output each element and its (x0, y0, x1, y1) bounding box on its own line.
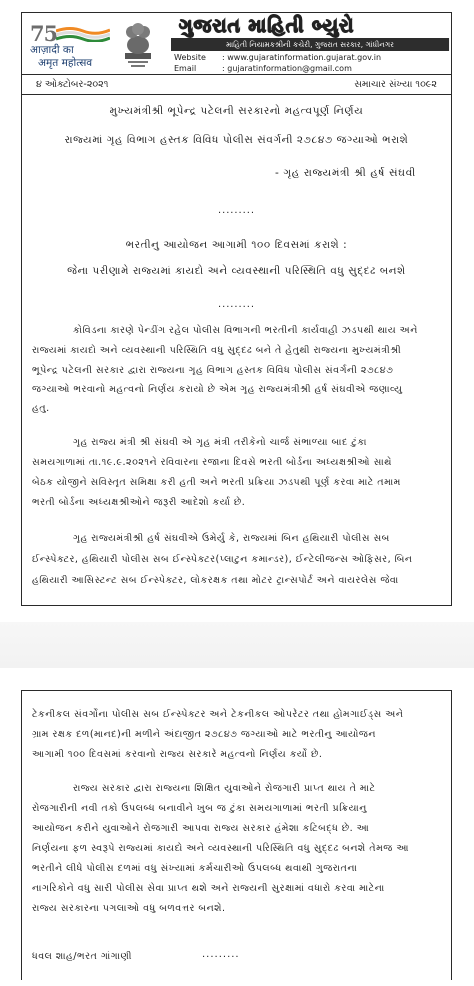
press-release-page-1 (21, 12, 452, 606)
paragraph-1-line: રાજ્યમાં કાયદો અને વ્યવસ્થાની પરિસ્થિતિ વધુ સુદ્દઢ બને તે હેતુથી રાજ્યના મુખ્યમંત્રીશ્રી (32, 345, 402, 356)
paragraph-1-line: ભૂપેન્દ્ર પટેલની સરકાર દ્વારા રાજ્યના ગૃહ વિભાગ હસ્તક વિવિધ પોલીસ સંવર્ગની ૨૭૮૪૭ (32, 365, 394, 376)
paragraph-5-line: આયોજન કરીને યુવાઓને રોજગારી આપવા રાજ્ય સરકાર હંમેશા કટિબદ્ધ છે. આ (32, 823, 370, 834)
press-release-page-2 (21, 690, 452, 980)
paragraph-5-line: નાગરિકોને વધુ સારી પોલીસ સેવા પ્રાપ્ત થશે અને રાજ્યની સુરક્ષામાં વધારો કરવા માટેના (32, 883, 385, 894)
release-info-bar (22, 75, 451, 95)
paragraph-3-line: ઈન્સ્પેક્ટર, હથિયારી પોલીસ સબ ઈન્સ્પેક્ટર(પ્લાટુન કમાન્ડર), ઈન્ટેલીજન્સ ઓફિસર, બિન (32, 554, 413, 565)
paragraph-3-line: હથિયારી આસિસ્ટન્ટ સબ ઈન્સ્પેક્ટર, લોકરક્ષક તથા મોટર ટ્રાન્સપોર્ટ અને વાયરલેસ જેવા (32, 575, 399, 586)
headline-2: રાજ્યમાં ગૃહ વિભાગ હસ્તક વિવિધ પોલીસ સંવર્ગની ૨૭૮૪૭ જગ્યાઓ ભરાશે (64, 134, 409, 146)
paragraph-1-line: કોવિડના કારણે પેન્ડીંગ રહેલ પોલીસ વિભાગની ભરતીની કાર્યવાહી ઝડપથી થાય અને (73, 325, 418, 336)
email-value: : gujaratinformation@gmail.com (222, 64, 352, 73)
subheading-1: ભરતીનુ આયોજન આગામી ૧૦૦ દિવસમાં કરાશે : (125, 239, 348, 251)
letterhead (22, 13, 451, 75)
national-emblem-icon (123, 19, 153, 69)
separator-dots: ......... (202, 949, 240, 960)
page-gap (0, 622, 474, 668)
paragraph-5-line: રાજ્ય સરકારના પગલાઓ વધુ બળવત્તર બનશે. (32, 903, 226, 914)
brand-title-box (171, 15, 453, 37)
subheading-2: જેના પરીણામે રાજ્યમાં કાયદો અને વ્યવસ્થાની પરિસ્થિતિ વધુ સુદ્દઢ બનશે (67, 265, 406, 277)
paragraph-4-line: આગામી ૧૦૦ દિવસમાં કરવાનો રાજ્ય સરકારે મહત્વનો નિર્ણય કર્યો છે. (32, 749, 323, 760)
separator-dots: ......... (217, 299, 256, 310)
website-line (174, 53, 381, 62)
separator-dots: ......... (217, 205, 256, 216)
press-number: સમાચાર સંખ્યા ૧૦૯૨ (354, 79, 437, 90)
email-label: Email (174, 64, 197, 73)
paragraph-5-line: નિર્ણયના ફળ સ્વરૂપે રાજ્યમાં કાયદો અને વ્યવસ્થાની પરિસ્થિતિ વધુ સુદ્દઢ બનશે તેમજ આ (32, 843, 409, 854)
paragraph-4-line: ગ્રામ રક્ષક દળ(માનદ)ની મળીને અંદાજીત ૨૭૮૪૭ જગ્યાઓ માટે ભરતીનુ આયોજન (32, 729, 376, 740)
website-label: Website (174, 53, 206, 62)
release-date: ૪ ઓક્ટોબર-૨૦૨૧ (36, 79, 109, 90)
minister-attribution: - ગૃહ રાજ્યમંત્રી શ્રી હર્ષ સંઘવી (275, 167, 416, 179)
logo-line-1: आज़ादी का (30, 44, 74, 56)
paragraph-5-line: રોજગારીની નવી તકો ઉપલબ્ધ બનાવીને ખુબ જ ટુંકા સમયગાળામાં ભરતી પ્રક્રિયાનુ (32, 803, 367, 814)
brand-subtitle: માહિતી નિયામકશ્રીની કચેરી, ગુજરાત સરકાર, ગાંધીનગર (171, 38, 449, 51)
paragraph-4-line: ટેકનીકલ સંવર્ગોના પોલીસ સબ ઈન્સ્પેક્ટર અને ટેકનીકલ ઓપરેટર તથા હોમગાઈડ્સ અને (32, 709, 404, 720)
paragraph-2-line: ભરતી બોર્ડના અધ્યક્ષશ્રીઓને જરૂરી આદેશો કર્યા છે. (32, 497, 246, 508)
brand-title: ગુજરાત માહિતી બ્યુરો (178, 15, 355, 37)
paragraph-2-line: બેઠક યોજીને સવિસ્તૃત સમિક્ષા કરી હતી અને ભરતી પ્રક્રિયા ઝડપથી પૂર્ણ કરવા માટે તમામ (32, 477, 401, 488)
tricolour-wave-icon (56, 26, 110, 42)
signature: ધવલ શાહ/ભરત ગાંગાણી (32, 951, 132, 962)
paragraph-5-line: રાજ્ય સરકાર દ્વારા રાજ્યના શિક્ષિત યુવાઓને રોજગારી પ્રાપ્ત થાય તે માટે (73, 783, 376, 794)
website-value: : www.gujaratinformation.gujarat.gov.in (222, 53, 382, 62)
paragraph-2-line: ગૃહ રાજ્ય મંત્રી શ્રી સંઘવી એ ગૃહ મંત્રી તરીકેનો ચાર્જ સંભાળ્યા બાદ ટુંકા (73, 437, 367, 448)
logo-number: 75 (30, 21, 58, 46)
paragraph-3-line: ગૃહ રાજ્યમંત્રીશ્રી હર્ષ સંઘવીએ ઉમેર્યુ કે, રાજ્યમાં બિન હથિયારી પોલીસ સબ (73, 533, 390, 544)
paragraph-2-line: સમયગાળામાં તા.૧૯.૯.૨૦૨૧ને રવિવારના રજાના દિવસે ભરતી બોર્ડના અધ્યક્ષશ્રીઓ સાથે (32, 457, 392, 468)
azadi-ka-amrit-mahotsav-logo (28, 21, 114, 71)
logo-line-2: अमृत महोत्सव (38, 57, 93, 69)
paragraph-1-line: હતુ. (32, 403, 50, 414)
headline-1: મુખ્યમંત્રીશ્રી ભૂપેન્દ્ર પટેલની સરકારનો મહત્વપૂર્ણ નિર્ણય (109, 105, 364, 117)
paragraph-5-line: ભરતીને લીધે પોલીસ દળમાં વધુ સંખ્યામાં કર્મચારીઓ ઉપલબ્ધ થવાથી ગુજરાતના (32, 863, 358, 874)
paragraph-1-line: જગ્યાઓ ભરવાનો મહત્વનો નિર્ણય કરાયો છે એમ ગૃહ રાજ્યમંત્રીશ્રી હર્ષ સંઘવીએ જણાવ્યુ (32, 384, 403, 395)
email-line (174, 64, 352, 73)
